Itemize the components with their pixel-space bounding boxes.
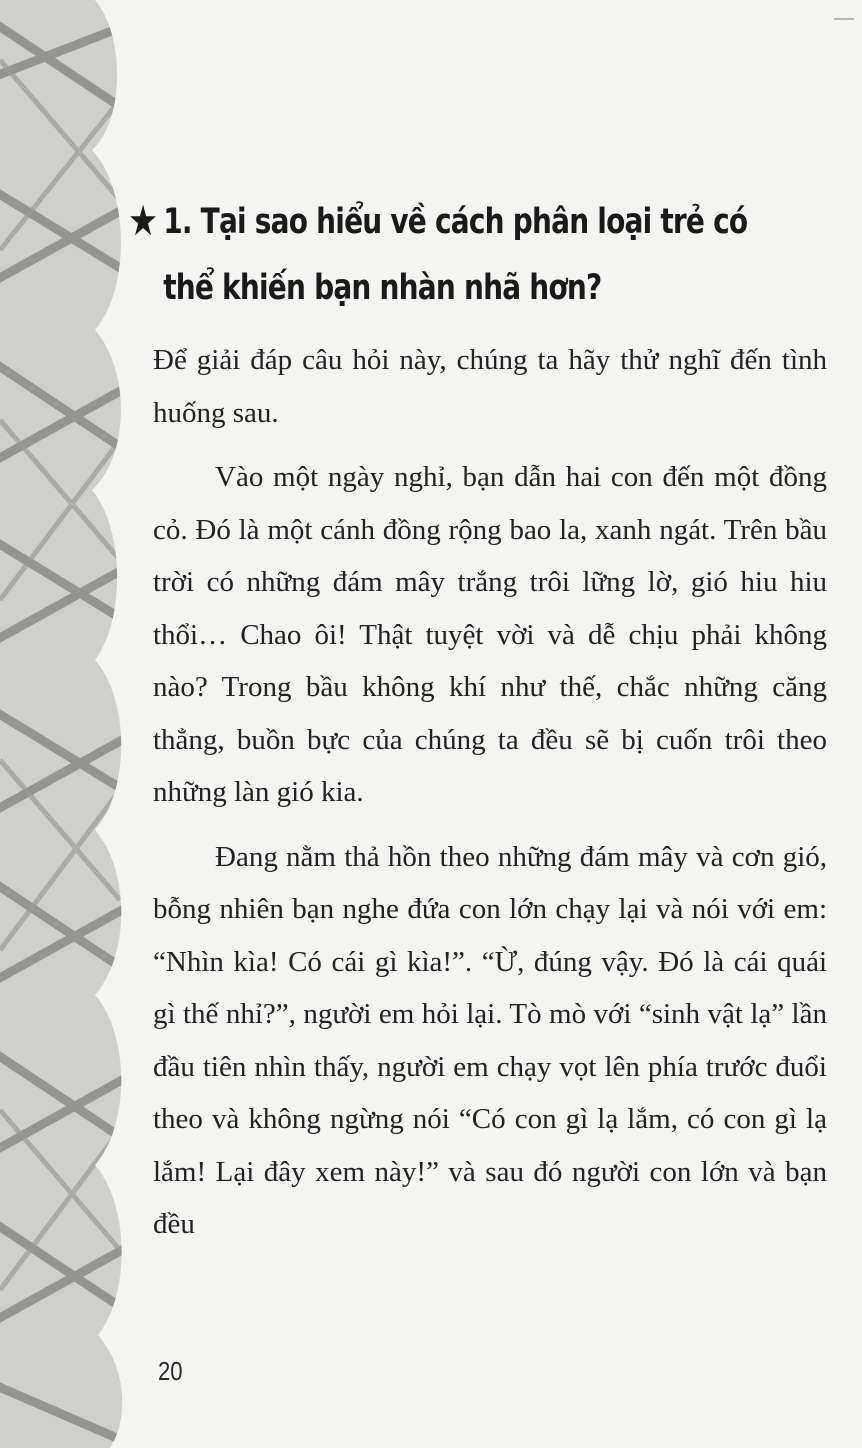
heading-line-2: thể khiến bạn nhàn nhã hơn?	[163, 268, 602, 308]
section-heading	[128, 188, 748, 321]
body-text	[153, 334, 827, 1263]
star-icon: ★	[128, 196, 158, 245]
heading-line-1: 1. Tại sao hiểu về cách phân loại trẻ có	[163, 202, 748, 242]
paragraph-3: Đang nằm thả hồn theo những đám mây và cơn gió, bỗng nhiên bạn nghe đứa con lớn chạy lại và nói với em: “Nhìn kìa! Có cái gì kìa!”. “Ừ, đúng vậy. Đó là cái quái gì thế nhỉ?”, người em hỏi lại. Tò mò với “sinh vật lạ” lần đầu tiên nhìn thấy, người em chạy vọt lên phía trước đuổi theo và không ngừng nói “Có con gì lạ lắm, có con gì lạ lắm! Lại đây xem này!” và sau đó người con lớn và bạn đều	[153, 840, 827, 1240]
paragraph-2: Vào một ngày nghỉ, bạn dẫn hai con đến một đồng cỏ. Đó là một cánh đồng rộng bao la, xanh ngát. Trên bầu trời có những đám mây trắng trôi lững lờ, gió hiu hiu thổi… Chao ôi! Thật tuyệt vời và dễ chịu phải không nào? Trong bầu không khí như thế, chắc những căng thẳng, buồn bực của chúng ta đều sẽ bị cuốn trôi theo những làn gió kia.	[153, 461, 827, 808]
corner-mark	[834, 18, 854, 20]
page-number: 20	[158, 1356, 183, 1386]
paragraph-1: Để giải đáp câu hỏi này, chúng ta hãy thử nghĩ đến tình huống sau.	[153, 344, 827, 429]
decorative-scalloped-border	[0, 0, 140, 1448]
